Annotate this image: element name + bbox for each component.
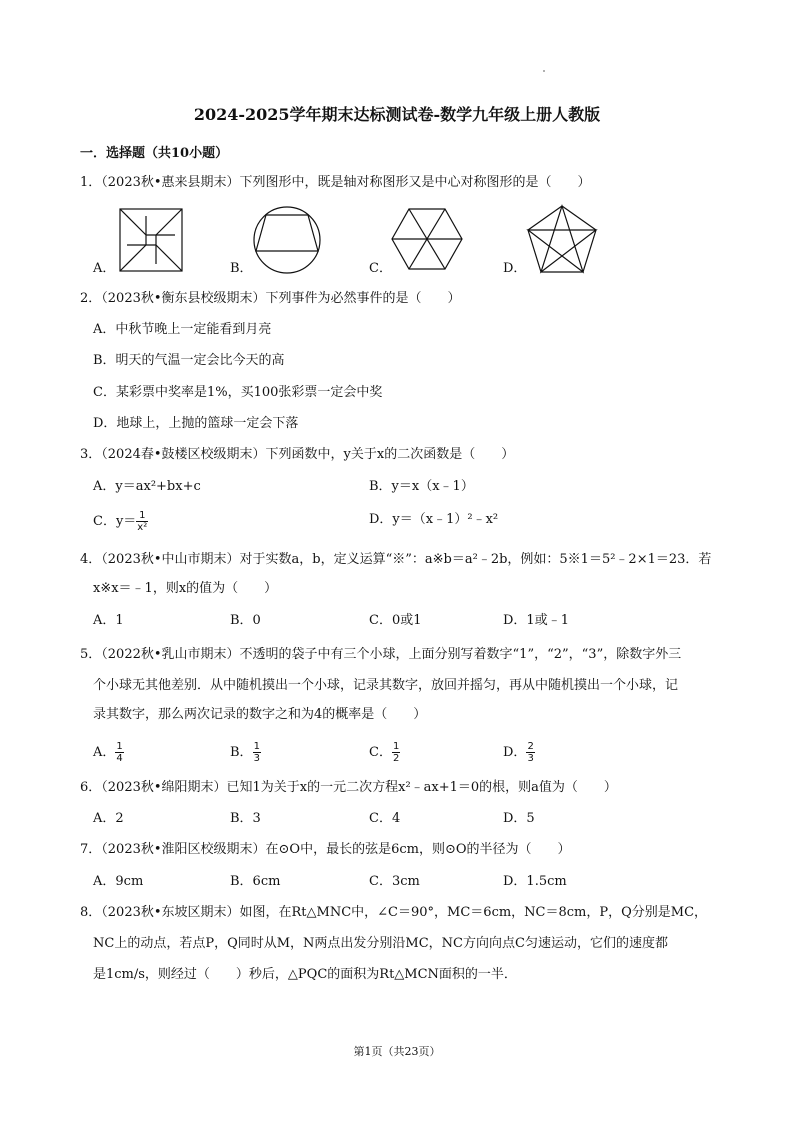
q6-option-d: D．5 [503,811,535,826]
q8-stem-line1: 8．（2023秋•东坡区期末）如图，在Rt△MNC中，∠C＝90°，MC＝6cm，NC＝8cm，P，Q分别是MC， [80,905,708,920]
q1-option-d: D． [503,261,527,276]
q1-stem: 1．（2023秋•惠来县期末）下列图形中，既是轴对称图形又是中心对称图形的是（ ） [80,175,591,190]
q7-option-a: A．9cm [93,874,144,889]
fraction-numerator: 1 [136,510,148,522]
pentagon-pentagram-icon [526,204,598,274]
q5-option-b-fraction [253,741,261,764]
q2-option-d: D．地球上，上抛的篮球一定会下落 [93,416,299,431]
q7-option-c: C．3cm [369,874,420,889]
q5-option-a [93,741,124,764]
q4-option-a: A．1 [93,613,124,628]
page-footer: 第1页（共23页） [353,1045,441,1058]
fraction-numerator: 2 [527,741,534,752]
hexagon-six-triangles-icon [391,207,463,271]
q6-option-c: C．4 [369,811,401,826]
q5-option-c-fraction [392,741,400,764]
q4-option-b: B．0 [230,613,261,628]
q5-option-a-label: A． [93,745,116,760]
q5-option-b-label: B． [230,745,253,760]
q5-stem-line2: 个小球无其他差别．从中随机摸出一个小球，记录其数字，放回并摇匀，再从中随机摸出一个小球，记 [93,678,679,693]
q4-option-d: D．1或﹣1 [503,613,569,628]
fraction-denominator: 3 [253,753,260,764]
q1-option-a: A． [93,261,116,276]
q8-stem-line3: 是1cm/s，则经过（ ）秒后，△PQC的面积为Rt△MCN面积的一半． [93,967,517,982]
q5-stem-line1: 5．（2022秋•乳山市期末）不透明的袋子中有三个小球，上面分别写着数字“1”，“2”，“3”，除数字外三 [80,647,682,662]
q6-option-a: A．2 [93,811,124,826]
q4-option-c: C．0或1 [369,613,422,628]
circle-inscribed-trapezoid-icon [252,205,322,275]
fraction-numerator: 1 [116,741,123,752]
fraction-numerator: 1 [253,741,260,752]
q3-option-a: A．y＝ax²+bx+c [93,479,201,494]
q7-option-b: B．6cm [230,874,281,889]
section-heading: 一．选择题（共10小题） [80,146,229,161]
fraction-denominator: x² [137,522,148,533]
fraction-denominator: 4 [116,753,123,764]
q4-stem-line2: x※x＝﹣1，则x的值为（ ） [93,581,278,596]
fraction-denominator: 2 [392,753,400,764]
fraction-denominator: 3 [527,753,534,764]
q5-option-a-fraction [115,741,123,764]
fraction-numerator: 1 [392,741,400,752]
page-title: 2024-2025学年期末达标测试卷-数学九年级上册人教版 [193,105,601,124]
q8-stem-line2: NC上的动点，若点P，Q同时从M，N两点出发分别沿MC，NC方向向点C匀速运动，它们的速度都 [93,936,668,951]
q4-stem-line1: 4．（2023秋•中山市期末）对于实数a，b，定义运算“※”：a※b＝a²﹣2b，例如：5※1＝5²﹣2×1＝23．若 [80,552,712,567]
q2-stem: 2．（2023秋•衡东县校级期末）下列事件为必然事件的是（ ） [80,291,461,306]
q6-stem: 6．（2023秋•绵阳期末）已知1为关于x的一元二次方程x²﹣ax+1＝0的根，则a值为（ ） [80,780,617,795]
q5-option-c [369,741,400,764]
q3-option-c [93,510,148,533]
q7-option-d: D．1.5cm [503,874,567,889]
q5-option-b [230,741,261,764]
square-pinwheel-icon [119,208,183,272]
scan-dot [543,70,545,72]
q2-option-c: C．某彩票中奖率是1%，买100张彩票一定会中奖 [93,385,383,400]
q3-option-b: B．y＝x（x﹣1） [369,479,474,494]
q3-option-c-label: C．y＝ [93,514,137,529]
q5-stem-line3: 录其数字，那么两次记录的数字之和为4的概率是（ ） [93,707,427,722]
q2-option-a: A．中秋节晚上一定能看到月亮 [93,322,272,337]
q1-option-c: C． [369,261,392,276]
q3-stem: 3．（2024春•鼓楼区校级期末）下列函数中，y关于x的二次函数是（ ） [80,447,515,462]
q5-option-c-label: C． [369,745,392,760]
q2-option-b: B．明天的气温一定会比今天的高 [93,353,285,368]
q6-option-b: B．3 [230,811,261,826]
q3-option-c-fraction [136,510,148,533]
q3-option-d: D．y＝（x﹣1）²﹣x² [369,512,499,527]
q5-option-d-label: D． [503,745,527,760]
q5-option-d-fraction [526,741,534,764]
q7-stem: 7．（2023秋•淮阳区校级期末）在⊙O中，最长的弦是6cm，则⊙O的半径为（ ） [80,842,571,857]
q5-option-d [503,741,535,764]
q1-option-b: B． [230,261,253,276]
